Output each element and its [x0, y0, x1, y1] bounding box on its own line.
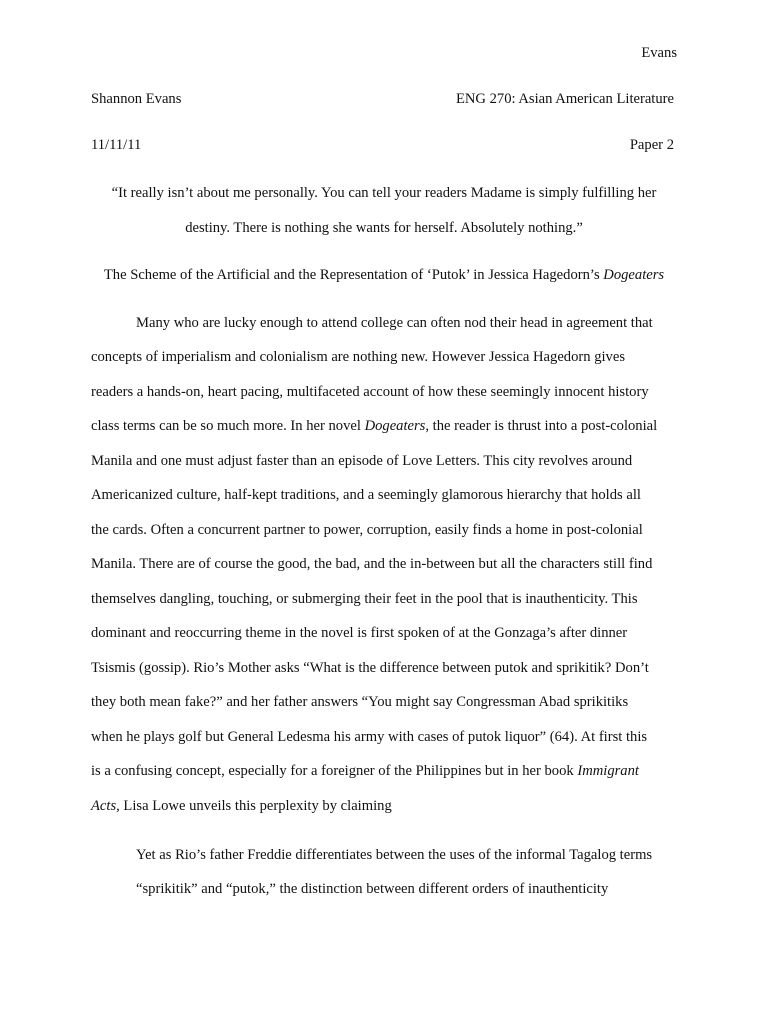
body-italic-title: Acts,: [91, 798, 120, 814]
paper-title: [0, 267, 768, 284]
epigraph-line-1: “It really isn’t about me personally. You can tell your readers Madame is simply fulfilling her: [111, 185, 657, 201]
body-line-1: Many who are lucky enough to attend college can often nod their head in agreement that: [136, 315, 653, 331]
block-quote-line-1: Yet as Rio’s father Freddie differentiates between the uses of the informal Tagalog terms: [136, 847, 653, 863]
body-italic-title: Dogeaters: [364, 418, 426, 434]
body-line-10: dominant and reoccurring theme in the novel is first spoken of at the Gonzaga’s after dinner: [91, 625, 628, 641]
body-line-2: concepts of imperialism and colonialism are nothing new. However Jessica Hagedorn gives: [91, 349, 626, 365]
date: 11/11/11: [91, 137, 142, 153]
body-line-9: themselves dangling, touching, or submerging their feet in the pool that is inauthenticity. This: [91, 591, 638, 607]
body-italic-title: Immigrant: [577, 763, 639, 779]
body-line-5: Manila and one must adjust faster than an episode of Love Letters. This city revolves around: [91, 453, 633, 469]
body-text: is a confusing concept, especially for a foreigner of the Philippines but in her book: [91, 763, 578, 779]
body-line-8: Manila. There are of course the good, the bad, and the in-between but all the characters still find: [91, 556, 653, 572]
course-name: ENG 270: Asian American Literature: [455, 91, 674, 107]
block-quote-line-2: “sprikitik” and “putok,” the distinction between different orders of inauthenticity: [136, 881, 609, 897]
body-line-12: they both mean fake?” and her father answers “You might say Congressman Abad sprikitiks: [91, 694, 629, 710]
body-line-3: readers a hands-on, heart pacing, multifaceted account of how these seemingly innocent history: [91, 384, 649, 400]
body-text: , the reader is thrust into a post-colonial: [425, 418, 658, 434]
paper-title-work: Dogeaters: [603, 267, 665, 283]
body-line-7: the cards. Often a concurrent partner to power, corruption, easily finds a home in post-colonial: [91, 522, 643, 538]
body-line-15: [91, 798, 392, 815]
body-line-11: Tsismis (gossip). Rio’s Mother asks “What is the difference between putok and sprikitik? Don’t: [91, 660, 649, 676]
running-head: Evans: [641, 45, 677, 61]
body-text: Lisa Lowe unveils this perplexity by claiming: [119, 798, 392, 814]
body-line-6: Americanized culture, half-kept traditions, and a seemingly glamorous hierarchy that holds all: [91, 487, 641, 503]
epigraph-line-2: destiny. There is nothing she wants for herself. Absolutely nothing.”: [185, 220, 583, 236]
author-name: Shannon Evans: [91, 91, 182, 107]
body-line-13: when he plays golf but General Ledesma his army with cases of putok liquor” (64). At first this: [91, 729, 648, 745]
assignment-label: Paper 2: [629, 137, 674, 153]
body-line-14: [91, 763, 639, 780]
body-line-4: [91, 418, 657, 435]
body-text: class terms can be so much more. In her novel: [91, 418, 365, 434]
paper-title-text: The Scheme of the Artificial and the Representation of ‘Putok’ in Jessica Hagedorn’s: [103, 267, 604, 283]
